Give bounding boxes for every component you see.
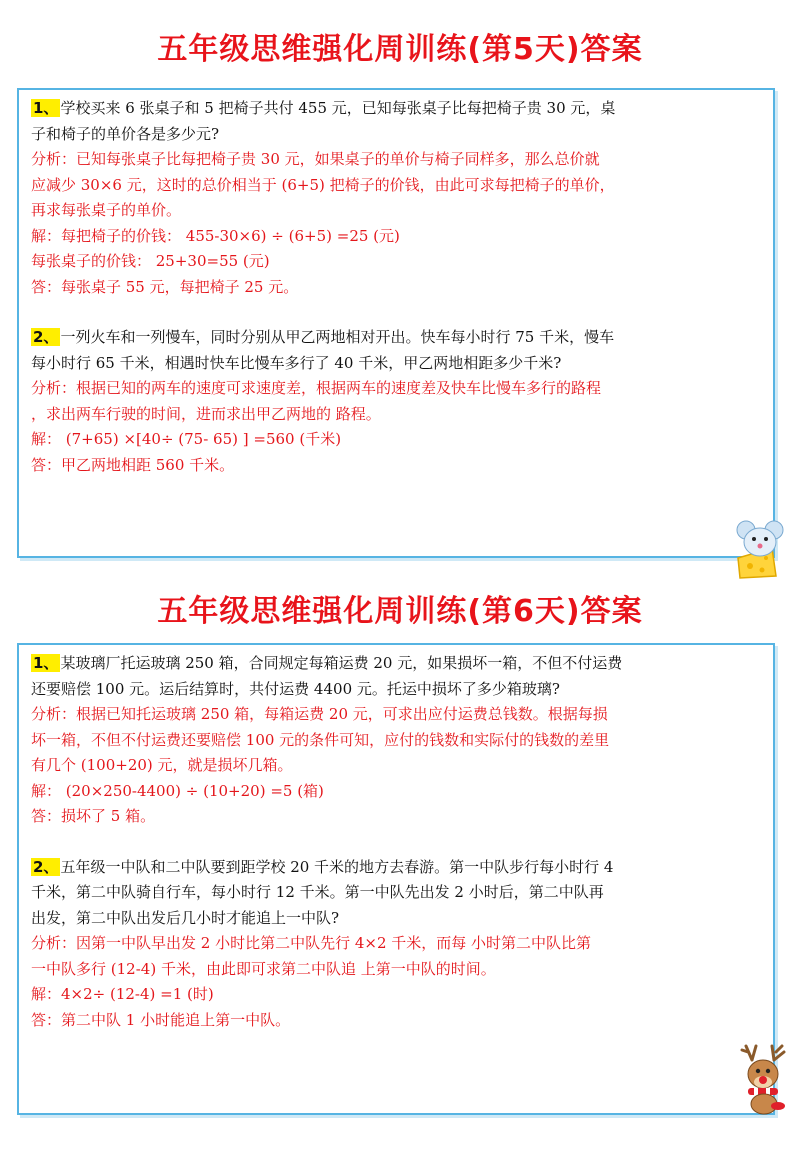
solution-line: 解：4×2÷ (12-4) =1 (时) xyxy=(31,985,214,1003)
solution-line: 解： (20×250-4400) ÷ (10+20) =5 (箱) xyxy=(31,781,324,800)
solution-line: 解：每把椅子的价钱： 455-30×6) ÷ (6+5) =25 (元) xyxy=(31,226,400,245)
answer-line: 答：第二中队 1 小时能追上第一中队。 xyxy=(31,1010,291,1029)
question-1-line-2: 还要赔偿 100 元。运后结算时，共付运费 4400 元。托运中损坏了多少箱玻璃? xyxy=(31,679,560,698)
solution-line: 每张桌子的价钱： 25+30=55 (元) xyxy=(31,252,270,270)
analysis-line: 有几个 (100+20) 元，就是损坏几箱。 xyxy=(31,756,293,774)
answer-line: 答：甲乙两地相距 560 千米。 xyxy=(31,455,235,474)
answer-box-day6 xyxy=(17,643,775,1115)
analysis-line: 分析：根据已知托运玻璃 250 箱，每箱运费 20 元，可求出应付运费总钱数。根据每损 xyxy=(31,705,608,723)
analysis-line: ，求出两车行驶的时间，进而求出甲乙两地的 路程。 xyxy=(31,404,381,423)
answer-content-day5 xyxy=(31,96,759,478)
analysis-line: 分析：已知每张桌子比每把椅子贵 30 元，如果桌子的单价与椅子同样多，那么总价就 xyxy=(31,150,600,168)
analysis-line: 分析：因第一中队早出发 2 小时比第二中队先行 4×2 千米，而每 小时第二中队比第 xyxy=(31,934,592,952)
question-2-line-2: 每小时行 65 千米，相遇时快车比慢车多行了 40 千米，甲乙两地相距多少千米? xyxy=(31,353,562,372)
answer-box-day5 xyxy=(17,88,775,558)
question-number: 1、 xyxy=(33,99,59,117)
analysis-line: 坏一箱，不但不付运费还要赔偿 100 元的条件可知，应付的钱数和实际付的钱数的差里 xyxy=(31,730,610,749)
question-number: 2、 xyxy=(33,857,59,876)
question-1-line-1: 1、 学校买来 6 张桌子和 5 把椅子共付 455 元，已知每张桌子比每把椅子贵 30 元，桌 xyxy=(33,99,616,117)
answer-line: 答：损坏了 5 箱。 xyxy=(31,807,156,825)
question-1-line-2: 子和椅子的单价各是多少元? xyxy=(31,124,220,143)
solution-line: 解： (7+65) ×[40÷ (75- 65) ] =560 (千米) xyxy=(31,430,342,448)
answer-line: 答：每张桌子 55 元，每把椅子 25 元。 xyxy=(31,277,299,296)
question-2-line-1: 2、 五年级一中队和二中队要到距学校 20 千米的地方去春游。第一中队步行每小时行 4 xyxy=(33,857,614,876)
analysis-line: 分析：根据已知的两车的速度可求速度差，根据两车的速度差及快车比慢车多行的路程 xyxy=(31,379,602,397)
question-1-line-1: 1、 某玻璃厂托运玻璃 250 箱，合同规定每箱运费 20 元，如果损坏一箱，不但不付运费 xyxy=(33,654,623,672)
analysis-line: 应减少 30×6 元，这时的总价相当于 (6+5) 把椅子的价钱，由此可求每把椅子的单价， xyxy=(31,175,615,194)
analysis-line: 一中队多行 (12-4) 千米，由此即可求第二中队追 上第一中队的时间。 xyxy=(31,959,496,978)
question-2-line-2: 千米，第二中队骑自行车，每小时行 12 千米。第一中队先出发 2 小时后，第二中队再 xyxy=(31,883,604,901)
page-title-day6: 五年级思维强化周训练(第6天)答案 xyxy=(157,594,643,629)
question-number: 1、 xyxy=(33,654,59,672)
reindeer-icon xyxy=(738,1042,794,1118)
page-title-day5: 五年级思维强化周训练(第5天)答案 xyxy=(157,32,643,67)
analysis-line: 再求每张桌子的单价。 xyxy=(31,201,182,219)
mouse-cheese-icon xyxy=(732,518,788,580)
question-2-line-1: 2、 一列火车和一列慢车，同时分别从甲乙两地相对开出。快车每小时行 75 千米，慢车 xyxy=(33,328,615,346)
question-2-line-3: 出发，第二中队出发后几小时才能追上一中队? xyxy=(31,908,340,927)
question-number: 2、 xyxy=(33,328,59,346)
answer-content-day6 xyxy=(31,651,759,1033)
